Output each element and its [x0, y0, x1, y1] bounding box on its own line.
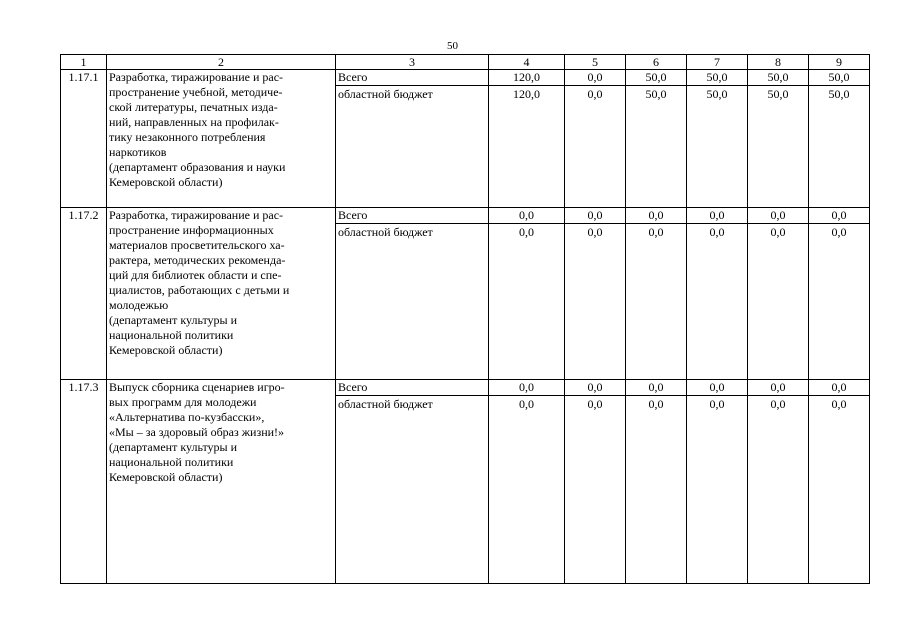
table-row: [61, 70, 870, 86]
value-cell: 0,0: [809, 396, 870, 584]
header-cell: 5: [565, 55, 626, 70]
funding-source: областной бюджет: [336, 396, 489, 584]
table-row: [61, 208, 870, 224]
value-cell: 0,0: [489, 224, 565, 380]
value-cell: 120,0: [489, 70, 565, 86]
funding-source: областной бюджет: [336, 86, 489, 208]
header-cell: 7: [687, 55, 748, 70]
header-cell: 3: [336, 55, 489, 70]
item-number: 1.17.1: [61, 70, 107, 208]
value-cell: 0,0: [748, 380, 809, 396]
value-cell: 0,0: [565, 224, 626, 380]
value-cell: 50,0: [809, 70, 870, 86]
value-cell: 0,0: [748, 224, 809, 380]
value-cell: 0,0: [748, 396, 809, 584]
header-cell: 6: [626, 55, 687, 70]
value-cell: 0,0: [809, 224, 870, 380]
value-cell: 0,0: [565, 208, 626, 224]
header-cell: 2: [107, 55, 336, 70]
item-description: Разработка, тиражирование и рас- пространение учебной, методиче- ской литературы, печатных изда- ний, направленных на профилак- тику незаконного потребления наркотиков (департамент образования и науки Кемеровской области): [107, 70, 336, 208]
funding-source: Всего: [336, 70, 489, 86]
value-cell: 50,0: [748, 86, 809, 208]
value-cell: 50,0: [626, 86, 687, 208]
item-number: 1.17.2: [61, 208, 107, 380]
value-cell: 0,0: [809, 380, 870, 396]
value-cell: 0,0: [489, 396, 565, 584]
page-number: 50: [447, 40, 458, 52]
value-cell: 0,0: [687, 396, 748, 584]
value-cell: 0,0: [626, 208, 687, 224]
table-row: [61, 380, 870, 396]
value-cell: 50,0: [748, 70, 809, 86]
value-cell: 0,0: [489, 208, 565, 224]
value-cell: 0,0: [809, 208, 870, 224]
item-description: Выпуск сборника сценариев игро- вых программ для молодежи «Альтернатива по-кузбасски», «Мы – за здоровый образ жизни!» (департамент культуры и национальной политики Кемеровской области): [107, 380, 336, 584]
header-cell: 4: [489, 55, 565, 70]
header-cell: 1: [61, 55, 107, 70]
value-cell: 50,0: [626, 70, 687, 86]
item-number: 1.17.3: [61, 380, 107, 584]
value-cell: 50,0: [687, 86, 748, 208]
value-cell: 0,0: [565, 70, 626, 86]
funding-source: Всего: [336, 380, 489, 396]
value-cell: 0,0: [565, 396, 626, 584]
value-cell: 0,0: [565, 86, 626, 208]
value-cell: 50,0: [687, 70, 748, 86]
value-cell: 0,0: [687, 208, 748, 224]
header-cell: 9: [809, 55, 870, 70]
value-cell: 0,0: [687, 224, 748, 380]
header-row: [61, 55, 870, 70]
value-cell: 0,0: [687, 380, 748, 396]
value-cell: 0,0: [565, 380, 626, 396]
value-cell: 120,0: [489, 86, 565, 208]
value-cell: 0,0: [626, 380, 687, 396]
header-cell: 8: [748, 55, 809, 70]
value-cell: 0,0: [748, 208, 809, 224]
funding-source: областной бюджет: [336, 224, 489, 380]
value-cell: 50,0: [809, 86, 870, 208]
program-table: [60, 54, 870, 584]
value-cell: 0,0: [626, 396, 687, 584]
value-cell: 0,0: [489, 380, 565, 396]
value-cell: 0,0: [626, 224, 687, 380]
item-description: Разработка, тиражирование и рас- пространение информационных материалов просветительского ха- рактера, методических рекоменда- ций для библиотек области и спе- циалистов, работающих с детьми и молодежью (департамент культуры и национальной политики Кемеровской области): [107, 208, 336, 380]
funding-source: Всего: [336, 208, 489, 224]
